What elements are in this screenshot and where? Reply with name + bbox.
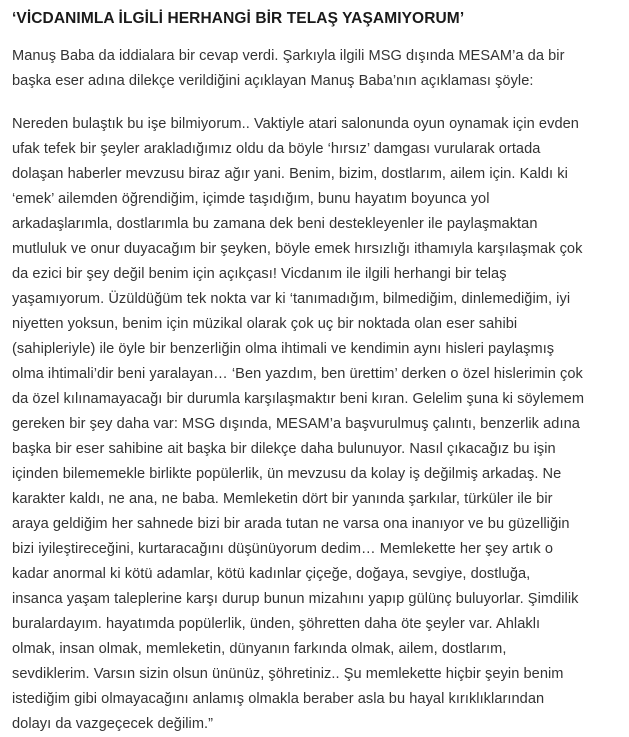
quote-line: (sahipleriyle) ile öyle bir benzerliğin olma ihtimali ve kendimin aynı hisleri paylaşmış [12, 341, 555, 357]
quote-line: olmak, insan olmak, memleketin, dünyanın farkında olmak, ailem, dostlarım, [12, 641, 507, 657]
quote-line: dolaşan haberler mevzusu biraz ağır yani. Benim, bizim, dostlarım, ailem için. Kaldı ki [12, 166, 568, 182]
quote-line: mutluluk ve onur duyacağım bir şeyken, böyle emek hırsızlığı ithamıyla karşılaşmak çok [12, 241, 583, 257]
quote-line: gereken bir şey daha var: MSG dışında, MESAM’a başvurulmuş çalıntı, benzerlik adına [12, 416, 580, 432]
quote-line: da özel kılınamayacağı bir durumla karşılaşmaktır beni kıran. Gelelim şuna ki söylemem [12, 391, 585, 407]
quote-line: olma ihtimali’dir beni yaralayan… ‘Ben yazdım, ben ürettim’ derken o özel hislerimin çok [12, 366, 583, 382]
quote-line: ‘emek’ ailemden öğrendiğim, içimde taşıdığım, bunu hayatım boyunca yol [12, 191, 490, 207]
quote-line: ufak tefek bir şeyler arakladığımız oldu da böyle ‘hırsız’ damgası vurularak ortada [12, 141, 541, 157]
quote-line: dolayı da vazgeçecek değilim.” [12, 716, 214, 732]
article-subheading: ‘VİCDANIMLA İLGİLİ HERHANGİ BİR TELAŞ YAŞAMIYORUM’ [12, 10, 465, 27]
quote-line: yaşamıyorum. Üzüldüğüm tek nokta var ki ‘tanımadığım, bilmediğim, dinlemediğim, iyi [12, 291, 571, 307]
quote-line: karakter kaldı, ne ana, ne baba. Memleketin dört bir yanında şarkılar, türküler ile bir [12, 491, 553, 507]
intro-line: başka eser adına dilekçe verildiğini açıklayan Manuş Baba’nın açıklaması şöyle: [12, 73, 534, 89]
quote-line: arkadaşlarımla, dostlarımla bu zamana dek beni destekleyenler ile paylaşmaktan [12, 216, 538, 232]
quote-line: bizi iyileştireceğini, kurtaracağını düşünüyorum dedim… Memlekette her şey artık o [12, 541, 554, 557]
quote-paragraph [12, 112, 617, 737]
quote-line: da ezici bir şey değil benim için açıkçası! Vicdanım ile ilgili herhangi bir telaş [12, 266, 507, 282]
quote-line: sevdiklerim. Varsın sizin olsun ününüz, şöhretiniz.. Şu memlekette hiçbir şeyin benim [12, 666, 564, 682]
quote-line: Nereden bulaştık bu işe bilmiyorum.. Vaktiyle atari salonunda oyun oynamak için evden [12, 116, 579, 132]
quote-line: araya geldiğim her sahnede bizi bir arada tutan ne varsa ona inanıyor ve bu güzelliğin [12, 516, 570, 532]
quote-line: insanca yaşam taleplerine karşı durup bunun mizahını yapıp gülünç buluyorlar. Şimdilik [12, 591, 579, 607]
quote-line: buralardayım. hayatımda popülerlik, ünden, şöhretten daha öte şeyler var. Ahlaklı [12, 616, 541, 632]
intro-line: Manuş Baba da iddialara bir cevap verdi. Şarkıyla ilgili MSG dışında MESAM’a da bir [12, 48, 565, 64]
quote-line: başka bir eser sahibine ait başka bir dilekçe daha bulunuyor. Nasıl çıkacağız bu işin [12, 441, 556, 457]
quote-line: içinden bilememekle birlikte popülerlik, ün mevzusu da kolay iş değilmiş arkadaş. Ne [12, 466, 562, 482]
intro-paragraph [12, 44, 617, 94]
quote-line: niyetten yoksun, benim için müzikal olarak çok uç bir noktada olan eser sahibi [12, 316, 518, 332]
quote-line: kadar anormal ki kötü adamlar, kötü kadınlar çiçeğe, doğaya, sevgiye, dostluğa, [12, 566, 531, 582]
quote-line: istediğim gibi olmayacağını anlamış olmakla beraber asla bu hayal kırıklıklarından [12, 691, 545, 707]
